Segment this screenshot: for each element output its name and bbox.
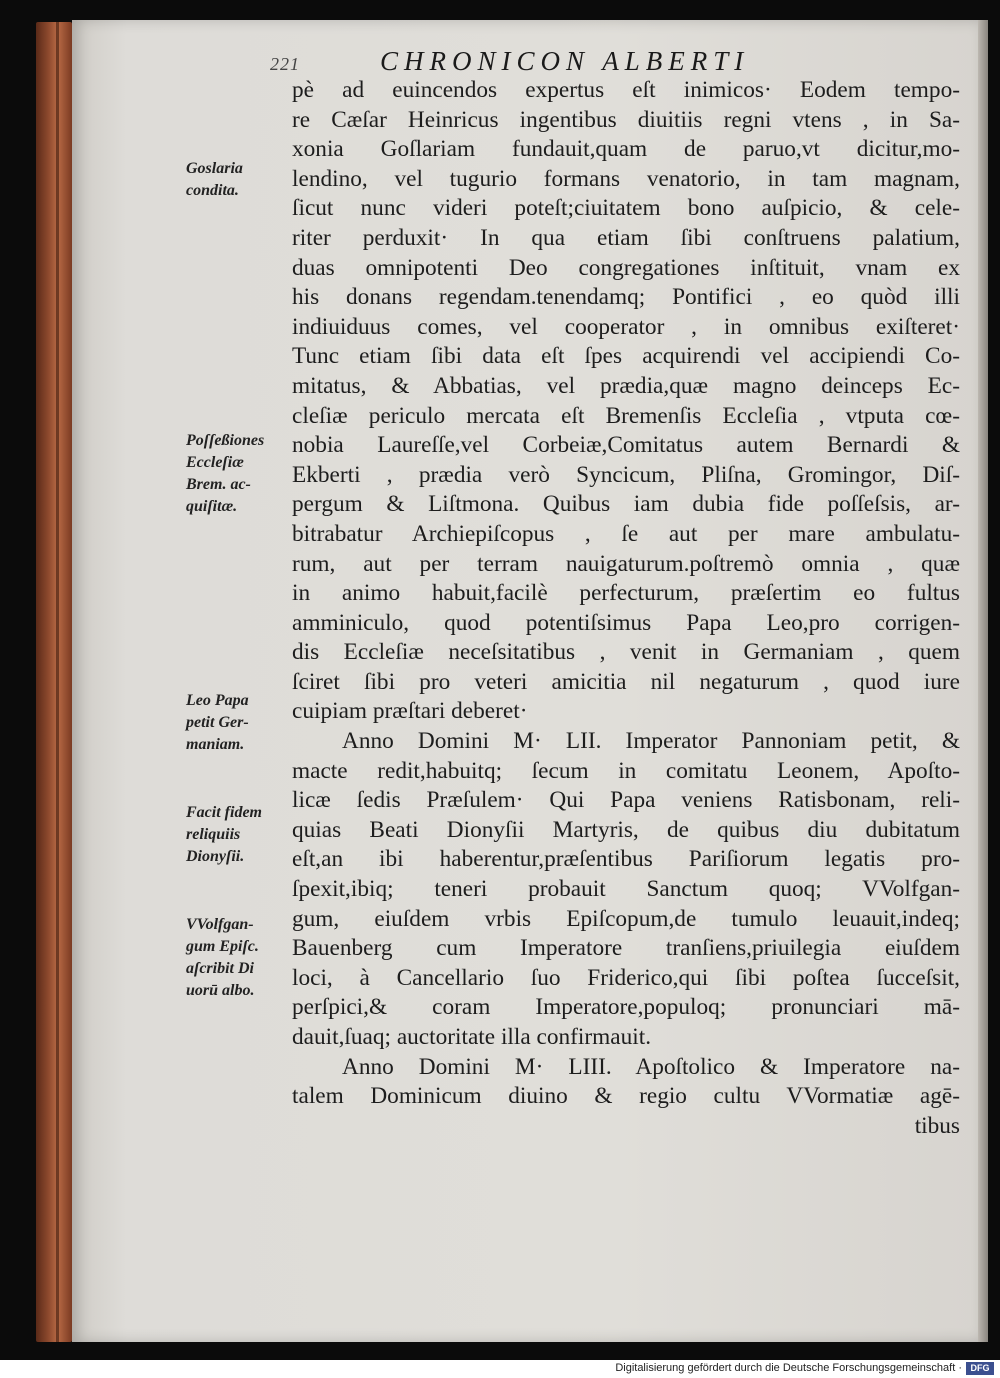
marginal-line: gum Epiſc. <box>186 938 259 955</box>
page-number: 221 <box>270 54 300 74</box>
marginal-note-wolfgangum <box>186 914 298 1002</box>
text-line: lendino, vel tugurio formans venatorio, in tam magnam, <box>292 165 960 192</box>
text-line: ſpexit,ibiq; teneri probauit Sanctum quoq; VVolfgan- <box>292 876 960 903</box>
text-line: amminiculo, quod potentiſsimus Papa Leo,pro corrigen- <box>292 609 960 636</box>
text-line: re Cæſar Heinricus ingentibus diuitiis regni vtens , in Sa- <box>292 106 960 133</box>
text-line: loci, à Cancellario ſuo Friderico,qui ſibi poſtea ſucceſsit, <box>292 964 960 991</box>
text-line: Anno Domini M· LII. Imperator Pannoniam petit, & <box>342 728 960 755</box>
text-line: pè ad euincendos expertus eſt inimicos· Eodem tempo- <box>292 77 960 103</box>
text-line: dis Eccleſiæ neceſsitatibus , venit in Germaniam , quem <box>292 639 960 666</box>
text-line: nobia Laureſſe,vel Corbeiæ,Comitatus autem Bernardi & <box>292 432 960 459</box>
page-fore-edge <box>978 20 988 1342</box>
marginal-note-possessiones <box>186 430 298 518</box>
text-line: mitatus, & Abbatias, vel prædia,quæ magno deinceps Ec- <box>292 372 960 399</box>
funding-credit: Digitalisierung gefördert durch die Deutsche Forschungsgemeinschaft · <box>615 1362 962 1374</box>
text-line: xonia Goſlariam fundauit,quam de paruo,vt dicitur,mo- <box>292 136 960 163</box>
text-line: ſciret ſibi pro veteri amicitia nil negaturum , quod iure <box>292 668 960 695</box>
text-line: quias Beati Dionyſii Martyris, de quibus diu dubitatum <box>292 816 960 843</box>
text-line: dauit,ſuaq; auctoritate illa confirmauit. <box>292 1024 652 1050</box>
text-line: pergum & Liſtmona. Quibus iam dubia fide poſſeſsis, ar- <box>292 491 960 518</box>
text-line: ſicut nunc videri poteſt;ciuitatem bono auſpicio, & cele- <box>292 195 960 222</box>
marginal-line: maniam. <box>186 736 245 753</box>
marginal-line: Dionyſii. <box>186 848 245 865</box>
marginal-line: reliquiis <box>186 826 241 843</box>
dfg-logo: DFG <box>966 1362 994 1375</box>
marginal-line: Poſſeßiones <box>186 432 265 449</box>
marginal-line: Leo Papa <box>186 692 249 709</box>
marginal-line: petit Ger- <box>186 714 249 731</box>
main-text-block <box>292 76 960 1141</box>
text-line: rum, aut per terram nauigaturum.poſtremò omnia , quæ <box>292 550 960 577</box>
text-line: Ekberti , prædia verò Syncicum, Pliſna, Gromingor, Diſ- <box>292 461 960 488</box>
text-line: his donans regendam.tenendamq; Pontifici , eo quòd illi <box>292 284 960 311</box>
marginal-note-facit <box>186 802 298 868</box>
text-line: Bauenberg cum Imperatore tranſiens,priuilegia eiuſdem <box>292 935 960 962</box>
marginal-line: Goslaria <box>186 160 243 177</box>
text-line: cuipiam præſtari deberet· <box>292 698 528 725</box>
text-line: indiuiduus comes, vel cooperator , in omnibus exiſteret· <box>292 313 960 340</box>
text-line: Tunc etiam ſibi data eſt ſpes acquirendi vel accipiendi Co- <box>292 343 960 370</box>
text-line: duas omnipotenti Deo congregationes inſtituit, vnam ex <box>292 254 960 281</box>
text-line: licæ ſedis Præſulem· Qui Papa veniens Ratisbonam, reli- <box>292 787 960 814</box>
marginal-line: Eccleſiæ <box>186 454 244 471</box>
text-line: gum, eiuſdem vrbis Epiſcopum,de tumulo leuauit,indeq; <box>292 905 960 932</box>
text-line: riter perduxit· In qua etiam ſibi conſtruens palatium, <box>292 224 960 251</box>
catchword: tibus <box>914 1112 960 1139</box>
marginal-note-goslaria <box>186 158 298 202</box>
marginal-line: VVolfgan- <box>186 916 254 933</box>
book-edge <box>36 22 72 1342</box>
text-line: bitrabatur Archiepiſcopus , ſe aut per mare ambulatu- <box>292 520 960 547</box>
marginal-line: Brem. ac- <box>186 476 251 493</box>
text-line: macte redit,habuitq; ſecum in comitatu Leonem, Apoſto- <box>292 757 960 784</box>
marginal-line: Facit fidem <box>186 804 262 821</box>
text-line: perſpici,& coram Imperatore,populoq; pronunciari mā- <box>292 994 960 1021</box>
marginal-line: uorū albo. <box>186 982 255 999</box>
marginal-line: aſcribit Di <box>186 960 254 977</box>
running-title: CHRONICON ALBERTI <box>380 46 750 76</box>
text-line: in animo habuit,facilè perfecturum, præſertim eo fultus <box>292 580 960 607</box>
text-line: Anno Domini M· LIII. Apoſtolico & Imperatore na- <box>342 1053 960 1080</box>
marginal-line: condita. <box>186 182 239 199</box>
marginal-note-leo <box>186 690 298 756</box>
text-line: cleſiæ periculo mercata eſt Bremenſis Eccleſia , vtputa cœ- <box>292 402 960 429</box>
marginal-line: quiſitæ. <box>186 498 238 515</box>
text-line: talem Dominicum diuino & regio cultu VVormatiæ agē- <box>292 1083 960 1110</box>
text-line: eſt,an ibi haberentur,præſentibus Pariſiorum legatis pro- <box>292 846 960 873</box>
